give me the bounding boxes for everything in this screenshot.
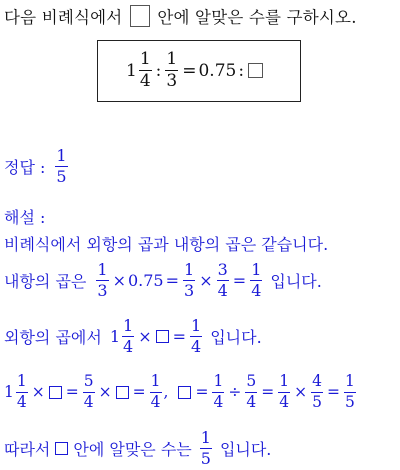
comma: , xyxy=(163,383,169,401)
fraction xyxy=(278,374,290,410)
answer-line xyxy=(4,148,70,185)
equals-sign: = xyxy=(232,271,247,290)
times-sign: × xyxy=(199,271,213,290)
numerator: 1 xyxy=(56,146,67,165)
equals-sign: = xyxy=(172,327,187,346)
denominator: 5 xyxy=(200,449,211,468)
numerator: 1 xyxy=(184,260,195,279)
colon: : xyxy=(238,60,245,81)
denominator: 4 xyxy=(191,337,202,356)
denominator: 4 xyxy=(139,71,151,91)
denominator: 5 xyxy=(312,392,322,411)
question-text xyxy=(4,4,357,28)
denominator: 5 xyxy=(56,167,67,186)
numerator: 1 xyxy=(212,374,224,393)
fraction xyxy=(150,374,162,410)
times-sign: × xyxy=(31,383,45,401)
numerator: 1 xyxy=(166,49,178,69)
mixed-whole: 1 xyxy=(126,60,137,81)
fraction xyxy=(122,318,134,355)
denominator: 3 xyxy=(166,71,178,91)
explanation-line-5 xyxy=(4,430,271,467)
numerator: 5 xyxy=(245,374,257,393)
line-middle: 안에 알맞은 수는 xyxy=(73,440,192,459)
mixed-whole: 1 xyxy=(109,327,121,346)
question-prefix: 다음 비례식에서 xyxy=(4,8,123,27)
numerator: 1 xyxy=(251,260,262,279)
line-suffix: 입니다. xyxy=(210,328,262,347)
fraction xyxy=(212,374,224,410)
fraction xyxy=(200,430,212,467)
times-sign: × xyxy=(138,327,152,346)
equals-sign: = xyxy=(261,383,275,401)
explanation-label: 해설 : xyxy=(4,208,46,227)
equals-sign: = xyxy=(132,383,146,401)
numerator: 1 xyxy=(139,49,151,69)
fraction xyxy=(83,374,95,410)
answer-fraction xyxy=(55,148,67,185)
denominator: 4 xyxy=(246,392,257,411)
line-suffix: 입니다. xyxy=(219,440,272,459)
equals-sign: = xyxy=(65,383,79,401)
proportion-expression xyxy=(126,51,265,90)
numerator: 1 xyxy=(150,374,162,393)
fraction xyxy=(344,374,356,410)
fraction-third xyxy=(165,51,178,90)
explanation-line-2 xyxy=(4,262,322,299)
denominator: 5 xyxy=(344,392,355,411)
line-prefix: 외항의 곱에서 xyxy=(4,328,102,347)
blank-square xyxy=(178,386,191,399)
fraction xyxy=(311,374,323,410)
fraction xyxy=(190,318,202,355)
numerator: 3 xyxy=(217,260,228,279)
times-sign: × xyxy=(98,383,112,401)
blank-square xyxy=(116,386,129,399)
denominator: 4 xyxy=(150,392,161,411)
blank-square xyxy=(55,442,68,455)
denominator: 4 xyxy=(279,392,290,411)
decimal-value: 0.75 xyxy=(198,60,237,81)
times-sign: × xyxy=(112,271,126,290)
divide-sign: ÷ xyxy=(228,383,242,401)
fraction xyxy=(96,262,108,299)
numerator: 1 xyxy=(191,316,202,335)
line-suffix: 입니다. xyxy=(270,272,322,291)
equals-sign: = xyxy=(195,383,209,401)
numerator: 1 xyxy=(97,260,108,279)
denominator: 4 xyxy=(83,392,94,411)
colon: : xyxy=(155,60,162,81)
line-prefix: 내항의 곱은 xyxy=(4,272,87,291)
fraction xyxy=(217,262,229,299)
fraction xyxy=(16,374,28,410)
times-sign: × xyxy=(294,383,308,401)
numerator: 5 xyxy=(83,374,95,393)
explanation-line-3 xyxy=(4,318,262,355)
mixed-whole: 1 xyxy=(4,383,14,401)
equals-sign: = xyxy=(165,271,179,290)
line-prefix: 따라서 xyxy=(4,440,51,459)
explanation-line-4 xyxy=(4,374,358,410)
answer-label: 정답 : xyxy=(4,158,46,177)
denominator: 3 xyxy=(97,281,108,300)
denominator: 4 xyxy=(217,281,228,300)
fraction xyxy=(245,374,257,410)
equals-sign: = xyxy=(182,60,197,81)
numerator: 1 xyxy=(200,428,211,447)
blank-square xyxy=(248,63,263,78)
decimal-value: 0.75 xyxy=(127,271,164,290)
denominator: 4 xyxy=(251,281,262,300)
denominator: 4 xyxy=(16,392,27,411)
denominator: 4 xyxy=(213,392,224,411)
proportion-box xyxy=(97,40,301,102)
denominator: 3 xyxy=(184,281,195,300)
fraction-quarter xyxy=(139,51,152,90)
denominator: 4 xyxy=(123,337,134,356)
numerator: 4 xyxy=(311,374,323,393)
blank-square xyxy=(156,330,169,343)
numerator: 1 xyxy=(278,374,290,393)
answer-blank-box xyxy=(130,5,150,27)
blank-square xyxy=(49,386,62,399)
explanation-line-1: 비례식에서 외항의 곱과 내항의 곱은 같습니다. xyxy=(4,235,329,254)
fraction xyxy=(183,262,195,299)
numerator: 1 xyxy=(16,374,28,393)
question-suffix: 안에 알맞은 수를 구하시오. xyxy=(157,8,357,27)
numerator: 1 xyxy=(123,316,134,335)
numerator: 1 xyxy=(344,374,356,393)
equals-sign: = xyxy=(326,383,340,401)
fraction xyxy=(250,262,262,299)
